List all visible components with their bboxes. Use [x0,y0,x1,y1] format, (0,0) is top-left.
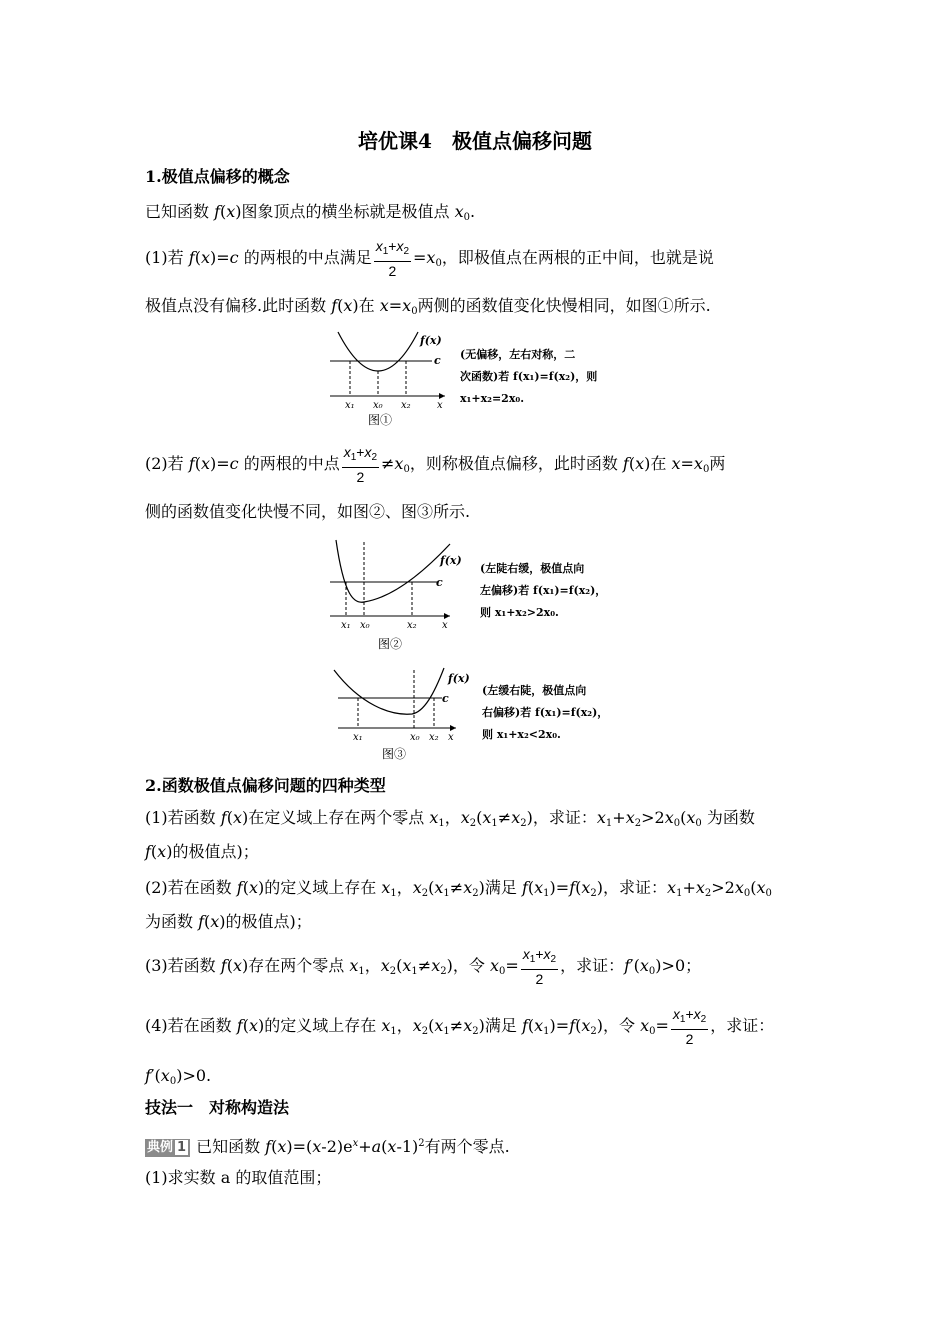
curve [334,668,444,714]
section1-intro: 已知函数 f(x)图象顶点的横坐标就是极值点 $x_0$. [145,202,476,223]
note-line-1: (无偏移，左右对称，二 [460,348,576,361]
note-line-2: 右偏移)若 f(x₁)=f(x₂)， [482,706,609,719]
section2-heading: 2.函数极值点偏移问题的四种类型 [145,776,386,795]
note-line-3: 则 x₁+x₂>2x₀. [480,606,559,619]
tick-x1: x₁ [345,400,355,411]
type4-line1: (4)若在函数 f(x)的定义域上存在 $x_1$，$x_2(x_1\ne x_2)$满足 $f(x_1)=f(x_2)$，令 $x_0=$ $\frac{x_1+x_2}{2}$ ，求证： [145,1006,775,1047]
tick-x1: x₁ [341,620,351,631]
c-label: c [434,354,441,367]
case1-line1: (1)若 f(x)=c 的两根的中点满足 $\frac{x_1+x_2}{2}$ $=x_0$，即极值点在两根的正中间，也就是说 [145,238,714,279]
note-line-1: (左陡右缓，极值点向 [480,562,585,575]
page-title: 培优课4 极值点偏移问题 [358,129,592,153]
x-axis-arrow [450,725,456,731]
type2-line1: (2)若在函数 f(x)的定义域上存在 $x_1$，$x_2(x_1\ne x_2)$满足 $f(x_1)=f(x_2)$，求证：$x_1+x_2>2x_0(x_0$ [145,878,772,899]
curve-label: f(x) [420,334,442,347]
case2-line1: (2)若 f(x)=c 的两根的中点 $\frac{x_1+x_2}{2}$ $\ne x_0$，则称极值点偏移，此时函数 f(x)在 $x=x_0$两 [145,444,726,485]
example-badge: 典例 1 [145,1139,190,1157]
note-line-1: (左缓右陡，极值点向 [482,684,587,697]
tick-x: x [442,620,448,631]
x-axis-arrow [444,613,450,619]
tick-x0: x₀ [360,620,370,631]
tick-x: x [437,400,443,411]
tick-x2: x₂ [407,620,417,631]
fraction-midpoint: $\frac{x_1+x_2}{2}$ [375,238,410,279]
c-label: c [436,576,443,589]
case1-line2: 极值点没有偏移.此时函数 f(x)在 $x=x_0$两侧的函数值变化快慢相同，如图①所示. [145,296,711,317]
section1-heading: 1.极值点偏移的概念 [145,167,290,186]
case2-line2: 侧的函数值变化快慢不同，如图②、图③所示. [145,502,471,521]
technique-heading: 技法一 对称构造法 [145,1098,290,1117]
x-axis-arrow [439,393,445,399]
figure-3 [320,664,630,768]
curve [338,332,418,371]
type2-line2: 为函数 f(x)的极值点)； [145,912,312,931]
tick-x2: x₂ [429,732,439,743]
example-1: 典例 1 已知函数 $f(x)=(x-2)e^x+a(x-1)^2$有两个零点. [147,1137,510,1156]
figure-2 [320,536,630,654]
figure-caption: 图③ [382,747,407,761]
type1-line1: (1)若函数 f(x)在定义域上存在两个零点 $x_1$，$x_2(x_1\ne x_2)$，求证：$x_1+x_2>2x_0(x_0$ 为函数 [145,808,755,829]
figure-caption: 图② [378,637,403,651]
tick-x2: x₂ [401,400,411,411]
figure-1 [320,328,630,430]
tick-x0: x₀ [373,400,383,411]
curve-label: f(x) [448,672,470,685]
note-line-2: 次函数)若 f(x₁)=f(x₂)，则 [460,370,598,383]
fraction-x0-2: $\frac{x_1+x_2}{2}$ [672,1006,707,1047]
tick-x0: x₀ [410,732,420,743]
type3-line: (3)若函数 f(x)存在两个零点 $x_1$，$x_2(x_1\ne x_2)$，令 $x_0=$ $\frac{x_1+x_2}{2}$ ，求证：$f'(x_0)>0$； [145,946,702,987]
note-line-3: x₁+x₂=2x₀. [460,392,525,405]
c-label: c [442,692,449,705]
type4-line2: $f'(x_0)>0$. [145,1066,212,1087]
tick-x: x [448,732,454,743]
figure-caption: 图① [368,413,393,427]
type1-line2: f(x)的极值点)； [145,842,259,861]
tick-x1: x₁ [353,732,363,743]
question-1: (1)求实数 a 的取值范围； [145,1168,332,1187]
note-line-2: 左偏移)若 f(x₁)=f(x₂)， [480,584,607,597]
fraction-x0: $\frac{x_1+x_2}{2}$ [522,946,557,987]
curve [336,540,450,602]
note-line-3: 则 x₁+x₂<2x₀. [482,728,561,741]
fraction-midpoint-2: $\frac{x_1+x_2}{2}$ [343,444,378,485]
curve-label: f(x) [440,554,462,567]
